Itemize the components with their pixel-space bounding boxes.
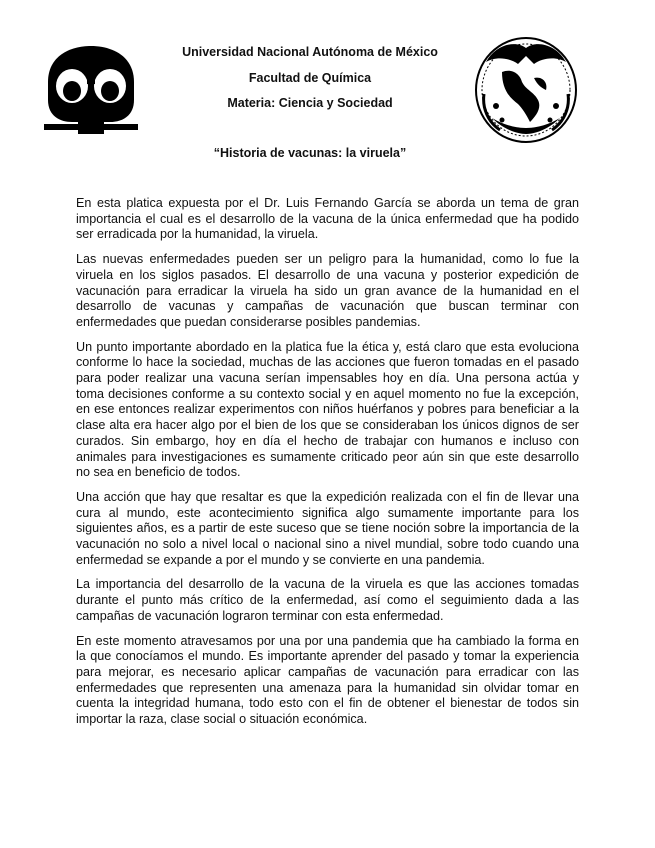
- paragraph-1: En esta platica expuesta por el Dr. Luis Fernando García se aborda un tema de gran importancia el cual es el desarrollo de la vacuna de la única enfermedad que ha podido ser erradicada por la humanidad, la viruela.: [76, 196, 579, 242]
- paragraph-4: Una acción que hay que resaltar es que la expedición realizada con el fin de llevar una cura al mundo, este acontecimiento significa algo sumamente importante para los siguientes años, es a partir de este suceso que se tiene noción sobre la importancia de la vacunación no solo a nivel local o nacional sino a nivel mundial, sobre todo cuando una enfermedad se expande a por el mundo y se convierte en una pandemia.: [76, 489, 579, 567]
- paragraph-3: Un punto importante abordado en la platica fue la ética y, está claro que esta evoluciona conforme lo hace la sociedad, muchas de las acciones que fueron tomadas en el pasado para poder realizar una vacuna serían impensables hoy en día. Una persona actúa y toma decisiones conforme a su contexto social y en aquel momento no fue la excepción, en ese entonces realizar experimentos con niños huérfanos y pobres para beneficiar a la clase alta era hacer algo por el bien de los que se consideraban los únicos dignos de ser curados. Sin embargo, hoy en día el hecho de trabajar con humanos e incluso con animales para investigaciones es sumamente criticado peor aún sin que este desarrollo no sea en beneficio de todos.: [76, 339, 579, 480]
- paragraph-2: Las nuevas enfermedades pueden ser un peligro para la humanidad, como lo fue la viruela en los siglos pasados. El desarrollo de una vacuna y posterior expedición de vacunación para erradicar la viruela ha sido un gran avance de la humanidad en el desarrollo de vacunas y campañas de vacunación que buscan terminar con enfermedades que puedan considerarse posibles pandemias.: [76, 252, 579, 329]
- university-name: Universidad Nacional Autónoma de México: [182, 45, 438, 59]
- document-body: [76, 196, 579, 737]
- facultad-quimica-logo: [40, 42, 142, 138]
- document-title: “Historia de vacunas: la viruela”: [213, 146, 407, 160]
- paragraph-5: La importancia del desarrollo de la vacuna de la viruela es que las acciones tomadas durante el punto más crítico de la enfermedad, así como el seguimiento dada a las campañas de vacunación lograron terminar con esta enfermedad.: [76, 577, 579, 623]
- subject-name: Materia: Ciencia y Sociedad: [227, 96, 393, 110]
- unam-seal: [472, 34, 580, 146]
- paragraph-6: En este momento atravesamos por una por una pandemia que ha cambiado la forma en la que conocíamos el mundo. Es importante aprender del pasado y tomar la experiencia para mejorar, es necesario aplicar campañas de vacunación para erradicar con las enfermedades que representen una amenaza para la humanidad sin olvidar tomar en cuenta la integridad humana, todo esto con el fin de obtener el bienestar de todos sin importar la raza, clase social o situación económica.: [76, 633, 579, 727]
- faculty-name: Facultad de Química: [248, 71, 372, 85]
